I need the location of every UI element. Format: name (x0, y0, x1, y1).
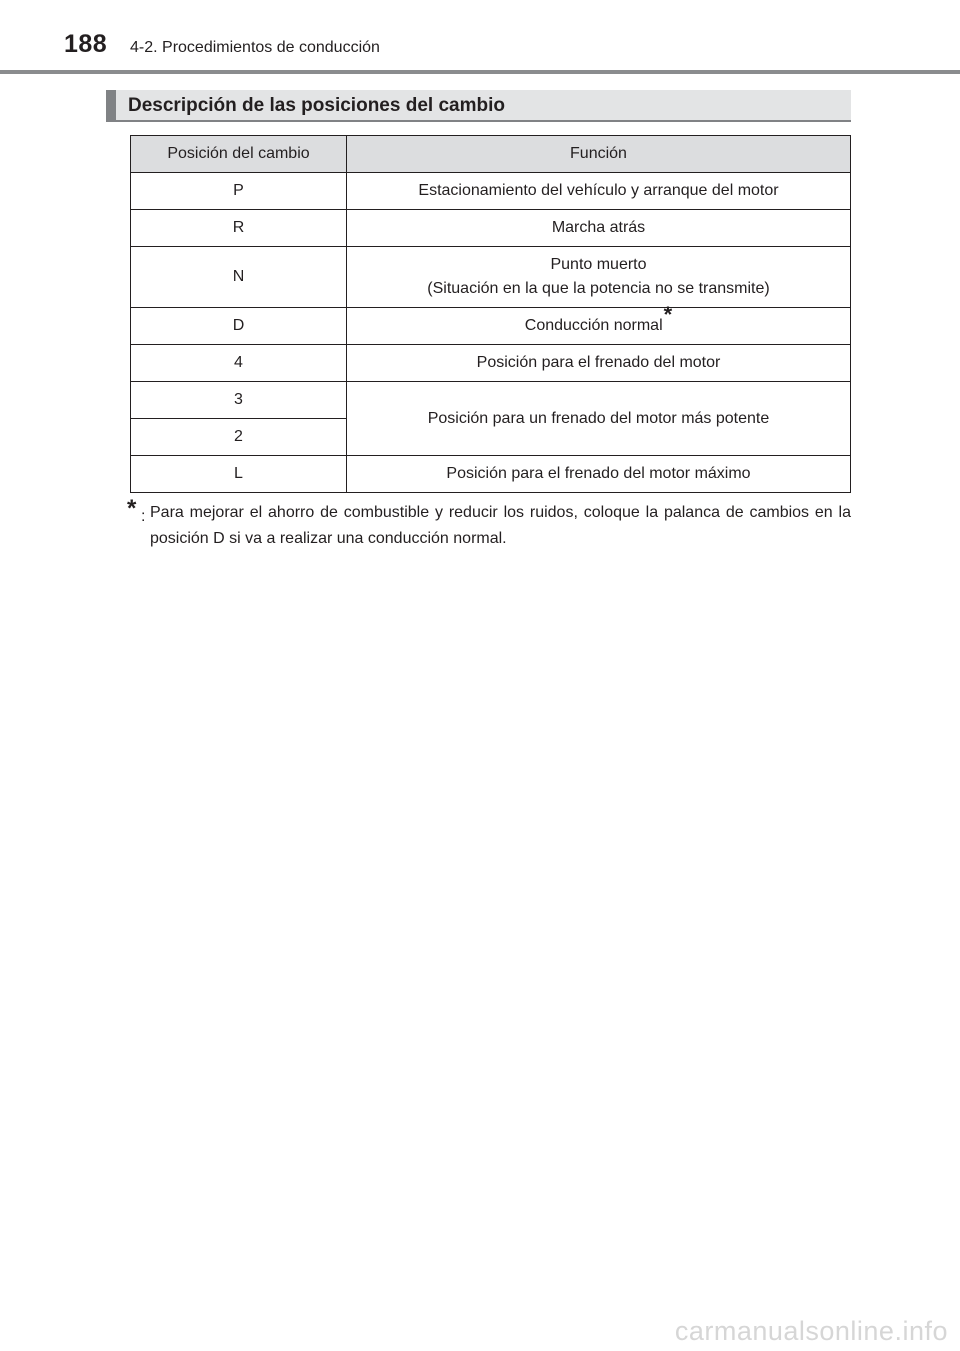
function-cell (347, 302, 851, 345)
header-position: Posición del cambio (131, 136, 347, 173)
function-cell: Posición para un frenado del motor más potente (347, 382, 851, 456)
function-cell (347, 247, 851, 308)
footnote-reference-mark: * (663, 302, 673, 327)
function-line: Punto muerto (550, 256, 647, 273)
position-cell: N (131, 247, 347, 308)
table-row (131, 308, 851, 345)
header-divider (0, 70, 960, 74)
page-number: 188 (64, 30, 108, 58)
table-row (131, 173, 851, 210)
function-line: (Situación en la que la potencia no se transmite) (427, 280, 770, 297)
section-heading (106, 90, 851, 122)
chapter-title: 4-2. Procedimientos de conducción (130, 39, 380, 56)
table-row (131, 247, 851, 308)
position-cell: 4 (131, 345, 347, 382)
position-cell: 3 (131, 382, 347, 419)
function-cell: Marcha atrás (347, 210, 851, 247)
footnote (127, 495, 851, 552)
function-cell: Estacionamiento del vehículo y arranque del motor (347, 173, 851, 210)
position-cell: R (131, 210, 347, 247)
function-text: Conducción normal (524, 317, 663, 334)
watermark: carmanualsonline.info (674, 1316, 948, 1346)
position-cell: 2 (131, 419, 347, 456)
function-cell: Posición para el frenado del motor máximo (347, 456, 851, 493)
shift-positions-table (130, 135, 851, 493)
footnote-mark: * (127, 495, 137, 522)
position-cell: L (131, 456, 347, 493)
table-row (131, 345, 851, 382)
header-function: Función (347, 136, 851, 173)
position-cell: D (131, 308, 347, 345)
table-row (131, 210, 851, 247)
table-header-row (131, 136, 851, 173)
footnote-text: Para mejorar el ahorro de combustible y reducir los ruidos, coloque la palanca de cambios en la posición D si va a realizar una conducción normal. (150, 504, 851, 547)
table-row (131, 382, 851, 419)
section-heading-text: Descripción de las posiciones del cambio (128, 95, 505, 116)
position-cell: P (131, 173, 347, 210)
table-row (131, 456, 851, 493)
function-cell: Posición para el frenado del motor (347, 345, 851, 382)
footnote-colon: : (141, 508, 146, 525)
